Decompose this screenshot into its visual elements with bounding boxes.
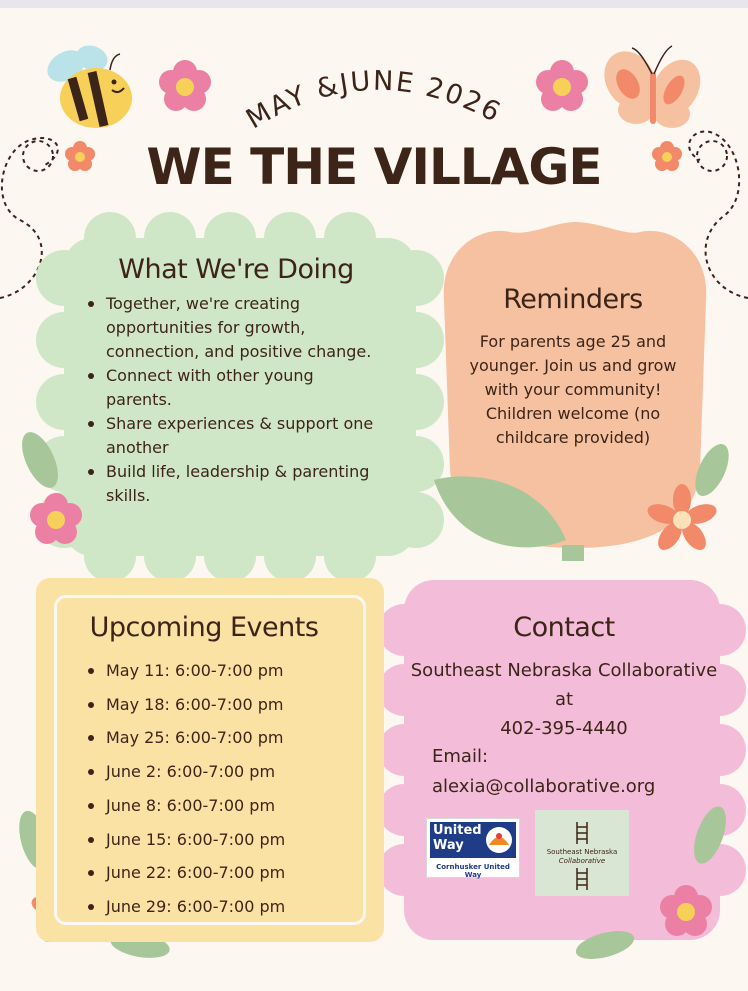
list-item: May 18: 6:00-7:00 pm [86, 688, 356, 722]
united-way-emblem-icon [485, 825, 513, 855]
reminders-title: Reminders [503, 284, 643, 315]
list-item: May 25: 6:00-7:00 pm [86, 721, 356, 755]
list-item: Build life, leadership & parenting skills. [86, 460, 376, 508]
doing-list [86, 292, 376, 508]
contact-org-name: Southeast Nebraska Collaborative at [410, 660, 718, 710]
doing-title: What We're Doing [118, 254, 354, 285]
contact-email-block [432, 742, 722, 802]
list-item: May 11: 6:00-7:00 pm [86, 654, 356, 688]
ladder-icon [575, 822, 589, 844]
headline-subtitle [200, 58, 540, 148]
list-item: June 2: 6:00-7:00 pm [86, 755, 356, 789]
email-link[interactable]: alexia@collaborative.org [432, 776, 656, 797]
list-item: June 22: 6:00-7:00 pm [86, 856, 356, 890]
list-item: June 15: 6:00-7:00 pm [86, 823, 356, 857]
united-way-word2: Way [433, 838, 464, 853]
bee-icon [42, 41, 132, 128]
sen-collaborative-logo [535, 810, 629, 896]
page-title: WE THE VILLAGE [146, 138, 602, 196]
list-item: June 8: 6:00-7:00 pm [86, 789, 356, 823]
sen-line1: Southeast Nebraska [546, 848, 618, 856]
events-title: Upcoming Events [89, 612, 319, 643]
list-item: Connect with other young parents. [86, 364, 376, 412]
list-item: June 29: 6:00-7:00 pm [86, 890, 356, 924]
ladder-icon [575, 868, 589, 890]
list-item: Share experiences & support one another [86, 412, 376, 460]
reminders-text: For parents age 25 and younger. Join us and grow with your community! Children welcome (no childcare provided) [469, 332, 677, 447]
contact-phone[interactable]: 402-395-4440 [500, 718, 628, 739]
united-way-word1: United [433, 823, 482, 838]
butterfly-icon [594, 42, 710, 128]
contact-title: Contact [513, 612, 615, 643]
list-item: Together, we're creating opportunities for growth, connection, and positive change. [86, 292, 376, 364]
united-way-logo [426, 818, 520, 878]
flower-icon [536, 60, 588, 111]
united-way-subtitle: Cornhusker United Way [436, 863, 510, 879]
email-label: Email: [432, 746, 489, 767]
svg-text:MAY &JUNE 2026: MAY &JUNE 2026 [241, 65, 507, 136]
sen-line2: Collaborative [558, 857, 606, 865]
contact-org [410, 656, 718, 743]
events-list [86, 654, 356, 924]
